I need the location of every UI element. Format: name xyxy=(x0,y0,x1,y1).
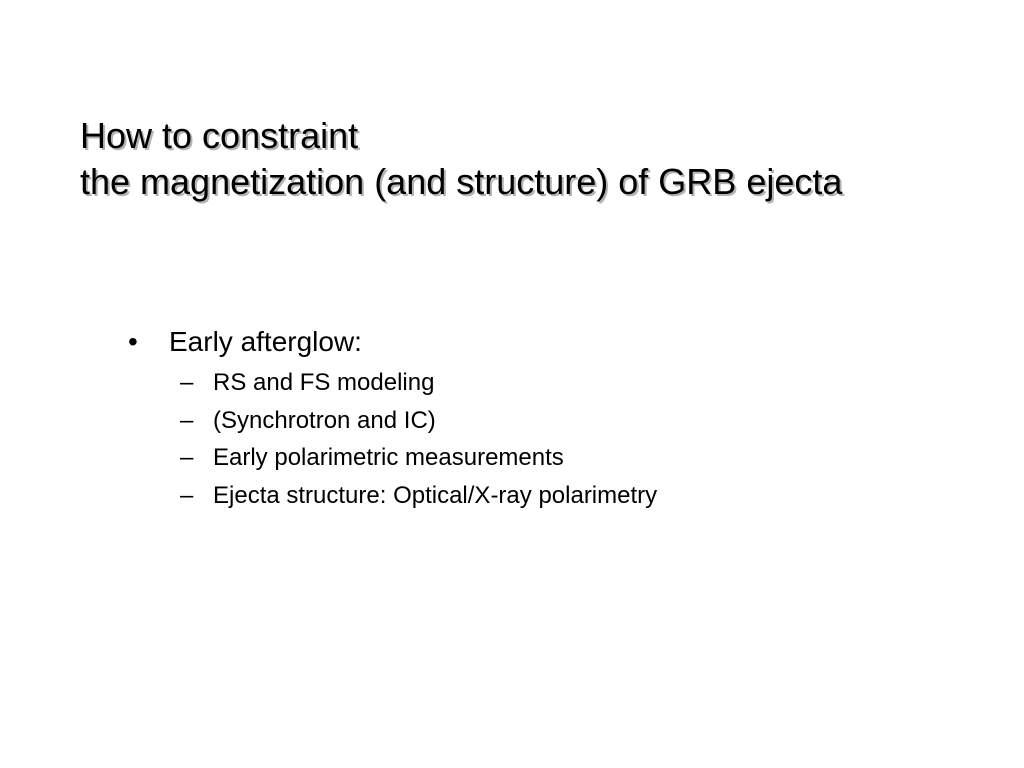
dash-marker: – xyxy=(180,406,194,434)
sub-bullet-text: RS and FS modeling xyxy=(213,369,435,396)
sub-bullet-item xyxy=(180,477,988,515)
dash-marker: – xyxy=(180,444,194,471)
sub-bullet-item xyxy=(180,439,988,477)
dash-marker: – xyxy=(180,481,194,509)
sub-bullet-item xyxy=(180,402,988,440)
slide-title xyxy=(80,113,1010,205)
title-line-2: the magnetization (and structure) of GRB ejecta xyxy=(80,161,843,202)
bullet-text: Early afterglow: xyxy=(169,326,362,357)
sub-bullet-text: Ejecta structure: Optical/X-ray polarimetry xyxy=(213,481,658,509)
sub-bullet-item xyxy=(180,364,988,402)
bullet-item xyxy=(128,322,988,362)
sub-bullet-text: Early polarimetric measurements xyxy=(213,444,564,471)
title-line-1: How to constraint xyxy=(80,115,359,156)
bullet-marker: • xyxy=(128,326,138,357)
sub-bullet-text: (Synchrotron and IC) xyxy=(213,406,436,434)
slide-body xyxy=(128,322,988,514)
sub-bullet-list xyxy=(128,364,988,514)
dash-marker: – xyxy=(180,369,194,396)
